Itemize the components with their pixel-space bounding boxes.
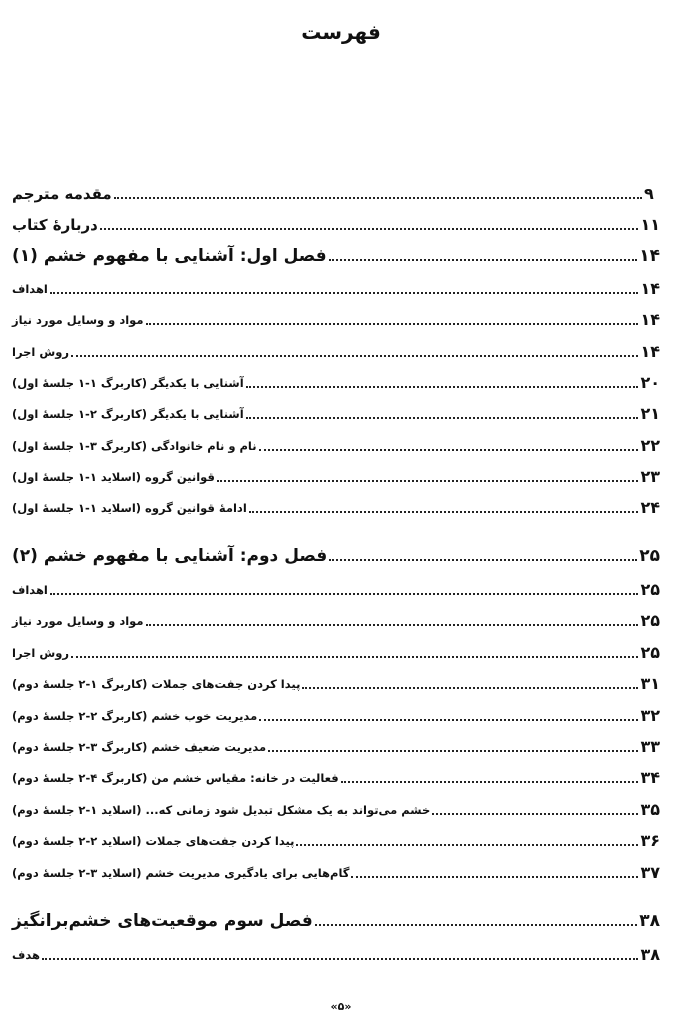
page-title: فهرست xyxy=(301,20,381,44)
toc-leader-dots xyxy=(146,623,639,626)
toc-entry[interactable] xyxy=(12,304,660,330)
toc-entry-page: ۳۶ xyxy=(640,831,660,850)
toc-entry-title: فصل اول: آشنایی با مفهوم خشم (۱) xyxy=(12,246,327,266)
toc-entry[interactable] xyxy=(12,398,660,424)
toc-leader-dots xyxy=(268,749,638,752)
toc-entry-page: ۳۲ xyxy=(640,706,660,725)
toc-entry[interactable] xyxy=(12,492,660,518)
toc-entry-title: نام و نام خانوادگی (کاربرگ ۳-۱ جلسهٔ اول) xyxy=(12,439,257,453)
toc-entry[interactable] xyxy=(12,336,660,362)
toc-entry[interactable] xyxy=(12,430,660,456)
toc-leader-dots xyxy=(100,227,639,230)
toc-entry-title: مواد و وسایل مورد نیاز xyxy=(12,614,144,628)
toc-entry-page: ۳۳ xyxy=(640,737,660,756)
toc-entry-page: ۳۸ xyxy=(640,945,660,964)
toc-entry-title: مدیریت ضعیف خشم (کاربرگ ۳-۲ جلسهٔ دوم) xyxy=(12,740,267,754)
toc-leader-dots xyxy=(296,843,638,846)
toc-chapter-entry[interactable] xyxy=(12,240,660,266)
toc-entry-title: فعالیت در خانه: مقیاس خشم من (کاربرگ ۴-۲ جلسهٔ دوم) xyxy=(12,771,339,785)
toc-entry-page: ۲۴ xyxy=(640,498,660,517)
toc-entry-title: دربارهٔ کتاب xyxy=(12,216,98,234)
toc-entry-title: قوانین گروه (اسلاید ۱-۱ جلسهٔ اول) xyxy=(12,470,215,484)
toc-leader-dots xyxy=(259,718,638,721)
toc-entry-page: ۲۵ xyxy=(640,580,660,599)
toc-entry[interactable] xyxy=(12,637,660,663)
toc-leader-dots xyxy=(217,479,639,482)
toc-entry[interactable] xyxy=(12,700,660,726)
toc-leader-dots xyxy=(351,875,638,878)
toc-leader-dots xyxy=(432,812,638,815)
toc-leader-dots xyxy=(114,196,642,199)
toc-leader-dots xyxy=(246,385,639,388)
toc-leader-dots xyxy=(315,923,638,926)
toc-entry-page: ۳۴ xyxy=(640,768,660,787)
toc-leader-dots xyxy=(341,780,639,783)
toc-entry-title: آشنایی با یکدیگر (کاربرگ ۲-۱ جلسهٔ اول) xyxy=(12,407,244,421)
toc-entry-title: گام‌هایی برای یادگیری مدیریت خشم (اسلاید ۳-۲ جلسهٔ دوم) xyxy=(12,866,350,880)
toc-entry[interactable] xyxy=(12,273,660,299)
toc-entry[interactable] xyxy=(12,731,660,757)
toc-entry[interactable] xyxy=(12,367,660,393)
toc-entry-title: اهداف xyxy=(12,583,48,597)
toc-entry-page: ۲۱ xyxy=(640,404,660,423)
toc-entry-page: ۳۷ xyxy=(640,863,660,882)
toc-entry[interactable] xyxy=(12,574,660,600)
toc-entry-title: پیدا کردن جفت‌های جملات (کاربرگ ۱-۲ جلسهٔ دوم) xyxy=(12,677,301,691)
toc-leader-dots xyxy=(71,655,639,658)
toc-entry-title: پیدا کردن جفت‌های جملات (اسلاید ۲-۲ جلسهٔ دوم) xyxy=(12,834,295,848)
toc-leader-dots xyxy=(50,592,639,595)
toc-entry-title: روش اجرا xyxy=(12,345,69,359)
toc-leader-dots xyxy=(259,448,639,451)
toc-entry-title: فصل دوم: آشنایی با مفهوم خشم (۲) xyxy=(12,546,328,566)
toc-entry-title: ادامهٔ قوانین گروه (اسلاید ۱-۱ جلسهٔ اول) xyxy=(12,501,247,515)
toc-entry-page: ۱۴ xyxy=(640,342,660,361)
toc-entry-page: ۳۸ xyxy=(639,911,660,931)
toc-leader-dots xyxy=(329,258,638,261)
toc-leader-dots xyxy=(302,686,638,689)
toc-leader-dots xyxy=(249,510,639,513)
toc-entry[interactable] xyxy=(12,461,660,487)
toc-entry-title: مدیریت خوب خشم (کاربرگ ۲-۲ جلسهٔ دوم) xyxy=(12,709,258,723)
toc-entry[interactable] xyxy=(12,668,660,694)
toc-leader-dots xyxy=(71,354,639,357)
toc-entry-page: ۲۵ xyxy=(640,611,660,630)
toc-entry[interactable] xyxy=(12,178,660,204)
toc-entry-page: ۲۰ xyxy=(640,373,660,392)
toc-entry-page: ۲۵ xyxy=(639,546,660,566)
toc-leader-dots xyxy=(146,322,639,325)
toc-entry-page: ۱۱ xyxy=(640,215,660,234)
toc-entry-page: ۱۴ xyxy=(640,279,660,298)
toc-entry[interactable] xyxy=(12,857,660,883)
toc-entry-title: روش اجرا xyxy=(12,646,69,660)
toc-entry-page: ۳۱ xyxy=(640,674,660,693)
toc-entry-title: خشم می‌تواند به یک مشکل تبدیل شود زمانی که... (اسلاید ۱-۲ جلسهٔ دوم) xyxy=(12,803,431,817)
toc-entry[interactable] xyxy=(12,794,660,820)
toc-leader-dots xyxy=(329,558,637,561)
toc-entry-page: ۲۳ xyxy=(640,467,660,486)
toc-entry-page: ۲۵ xyxy=(640,643,660,662)
toc-entry[interactable] xyxy=(12,605,660,631)
toc-entry-title: مقدمه مترجم xyxy=(12,185,112,203)
toc-entry-page: ۱۴ xyxy=(639,246,660,266)
toc-leader-dots xyxy=(246,416,639,419)
toc-entry-title: اهداف xyxy=(12,282,48,296)
toc-entry[interactable] xyxy=(12,762,660,788)
toc-chapter-entry[interactable] xyxy=(12,905,660,931)
page-number-footer: «۵» xyxy=(330,1000,352,1013)
toc-entry[interactable] xyxy=(12,209,660,235)
toc-entry-title: آشنایی با یکدیگر (کاربرگ ۱-۱ جلسهٔ اول) xyxy=(12,376,244,390)
toc-entry-title: مواد و وسایل مورد نیاز xyxy=(12,313,144,327)
toc-entry-page: ۱۴ xyxy=(640,310,660,329)
toc-entry[interactable] xyxy=(12,939,660,965)
toc-leader-dots xyxy=(50,291,639,294)
toc-entry[interactable] xyxy=(12,825,660,851)
toc-entry-title: هدف xyxy=(12,948,40,962)
toc-entry-page: ۳۵ xyxy=(640,800,660,819)
toc-entry-page: ۹ xyxy=(644,184,654,203)
toc-entry-title: فصل سوم موقعیت‌های خشم‌برانگیز xyxy=(12,911,313,931)
toc-leader-dots xyxy=(42,957,638,960)
toc-chapter-entry[interactable] xyxy=(12,540,660,566)
toc-entry-page: ۲۲ xyxy=(640,436,660,455)
